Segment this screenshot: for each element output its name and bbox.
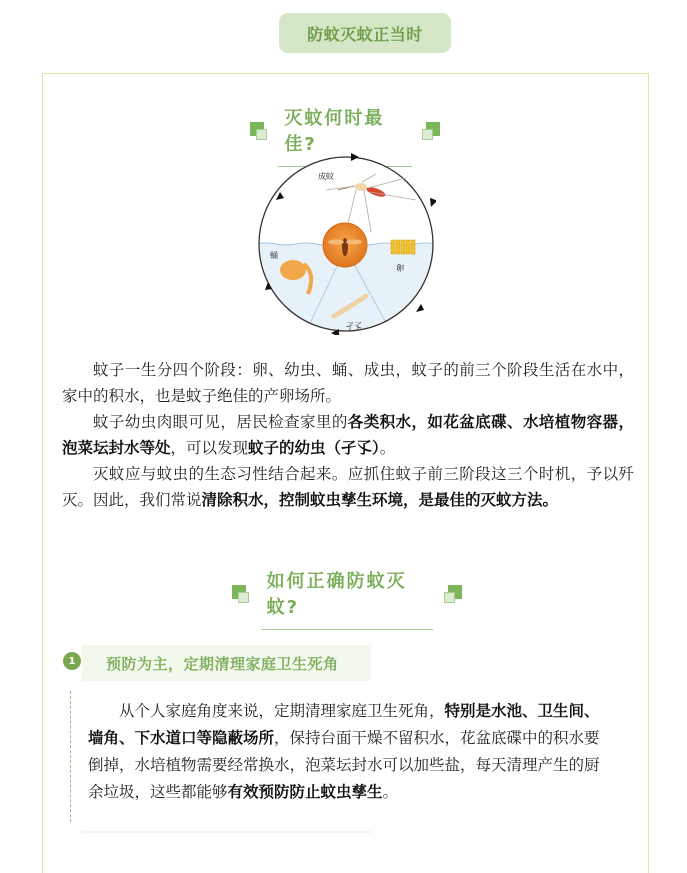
step-title: 预防为主，定期清理家庭卫生死角 bbox=[106, 654, 339, 673]
svg-text:孑孓: 孑孓 bbox=[346, 322, 362, 331]
emphasis-text: 有效预防防止蚊虫孳生 bbox=[227, 783, 383, 801]
emphasis-text: 清除积水，控制蚊虫孳生环境，是最佳的灭蚊方法。 bbox=[201, 491, 559, 509]
body-text: 。 bbox=[382, 783, 399, 801]
step-body bbox=[88, 698, 610, 806]
square-deco-icon bbox=[443, 585, 462, 605]
square-deco-icon bbox=[232, 585, 251, 605]
emphasis-text: 各类积水，如花盆底碟、水培植物容器，泡菜坛封水等处 bbox=[62, 413, 634, 457]
page-title: 防蚊灭蚊正当时 bbox=[307, 24, 423, 44]
svg-text:卵: 卵 bbox=[396, 264, 404, 273]
step-header bbox=[82, 645, 371, 681]
body-text: 蚊子一生分四个阶段：卵、幼虫、蛹、成虫，蚊子的前三个阶段生活在水中，家中的积水，也是蚊子绝佳的产卵场所。 bbox=[62, 361, 634, 405]
emphasis-text: 蚊子的幼虫（孑孓） bbox=[248, 439, 380, 457]
step-number-badge: 1 bbox=[63, 652, 81, 670]
body-text: 从个人家庭角度来说，定期清理家庭卫生死角， bbox=[119, 702, 445, 720]
svg-text:成蚊: 成蚊 bbox=[318, 172, 334, 181]
paragraph-larva-check bbox=[62, 409, 634, 461]
emphasis-text: 特别是水池、卫生间、墙角、下水道口等隐蔽场所 bbox=[88, 702, 600, 747]
body-text: 蚊子幼虫肉眼可见，居民检查家里的 bbox=[93, 413, 348, 431]
square-deco-icon bbox=[422, 122, 440, 142]
section-title-text: 如何正确防蚊灭蚊? bbox=[261, 567, 434, 630]
svg-text:蛹: 蛹 bbox=[270, 251, 278, 260]
section-title-text: 灭蚊何时最佳? bbox=[278, 104, 411, 167]
dashed-divider bbox=[70, 691, 71, 822]
page-title-badge bbox=[279, 13, 451, 53]
paragraph-best-method bbox=[62, 461, 634, 513]
paragraph-lifecycle bbox=[62, 357, 634, 409]
mosquito-lifecycle-diagram bbox=[256, 152, 436, 335]
body-text: ，可以发现 bbox=[170, 439, 249, 457]
square-deco-icon bbox=[250, 122, 268, 142]
section-title-how-to bbox=[222, 567, 472, 630]
body-text: 。 bbox=[379, 439, 396, 457]
body-text: 灭蚊应与蚊虫的生态习性结合起来。应抓住蚊子前三阶段这三个时机，予以歼灭。因此，我们常说 bbox=[62, 465, 634, 509]
body-text: ，保持台面干燥不留积水，花盆底碟中的积水要倒掉，水培植物需要经常换水，泡菜坛封水可以加些盐，每天清理产生的厨余垃圾，这些都能够 bbox=[88, 729, 600, 801]
